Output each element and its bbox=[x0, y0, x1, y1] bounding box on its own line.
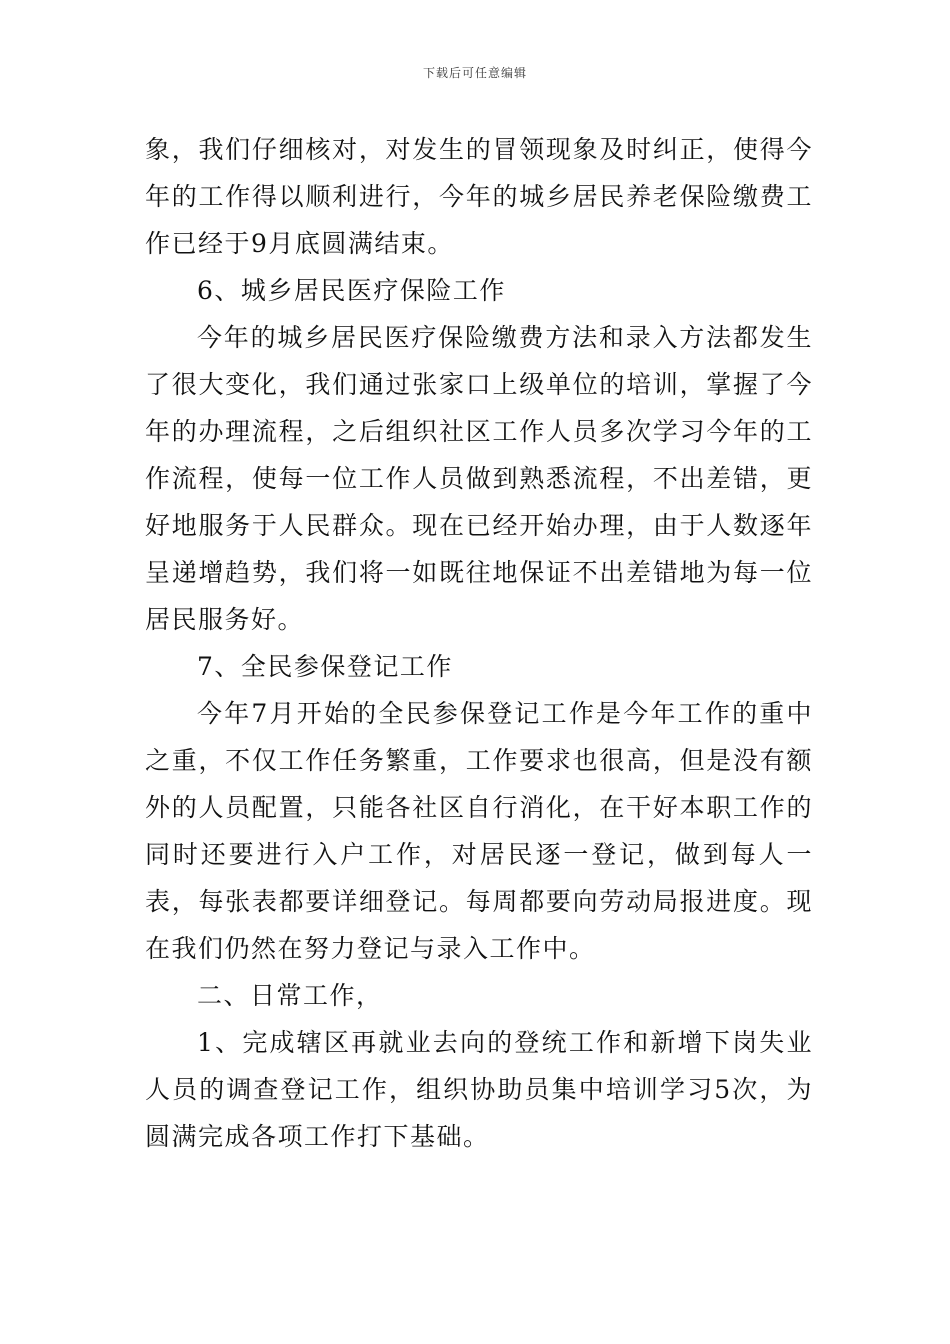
section-heading-7: 7、全民参保登记工作 bbox=[197, 652, 453, 681]
paragraph-continuation: 象，我们仔细核对，对发生的冒领现象及时纠正，使得今年的工作得以顺利进行，今年的城乡居民养老保险缴费工作已经于9月底圆满结束。 bbox=[145, 135, 813, 258]
section-heading-6: 6、城乡居民医疗保险工作 bbox=[197, 276, 506, 305]
paragraph-medical-insurance: 今年的城乡居民医疗保险缴费方法和录入方法都发生了很大变化，我们通过张家口上级单位的培训，掌握了今年的办理流程，之后组织社区工作人员多次学习今年的工作流程，使每一位工作人员做到熟悉流程，不出差错，更好地服务于人民群众。现在已经开始办理，由于人数逐年呈递增趋势，我们将一如既往地保证不出差错地为每一位居民服务好。 bbox=[145, 323, 813, 634]
document-body bbox=[145, 126, 813, 1160]
page-header: 下载后可任意编辑 bbox=[422, 66, 527, 80]
section-heading-daily-work: 二、日常工作， bbox=[197, 981, 383, 1010]
paragraph-insurance-registration: 今年7月开始的全民参保登记工作是今年工作的重中之重，不仅工作任务繁重，工作要求也很高，但是没有额外的人员配置，只能各社区自行消化，在干好本职工作的同时还要进行入户工作，对居民逐一登记，做到每人一表，每张表都要详细登记。每周都要向劳动局报进度。现在我们仍然在努力登记与录入工作中。 bbox=[145, 699, 813, 963]
paragraph-daily-work-1: 1、完成辖区再就业去向的登统工作和新增下岗失业人员的调查登记工作，组织协助员集中培训学习5次，为圆满完成各项工作打下基础。 bbox=[145, 1028, 813, 1151]
